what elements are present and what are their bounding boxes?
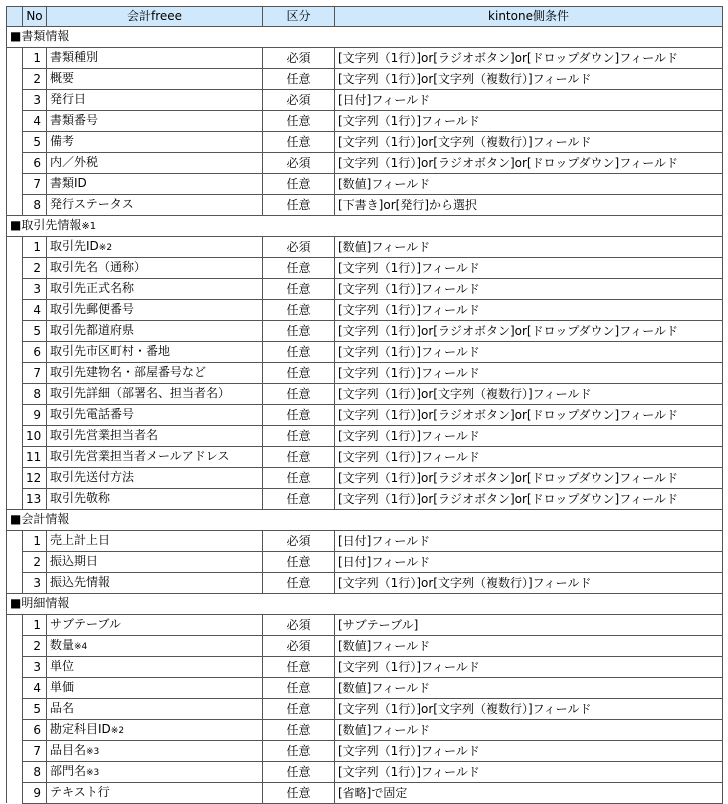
row-kubun: 任意: [263, 425, 335, 446]
table-row: [7, 656, 723, 677]
row-freee-item: [47, 89, 263, 110]
row-freee-item: [47, 656, 263, 677]
row-no: 9: [23, 782, 47, 803]
row-freee-name: 備考: [50, 133, 75, 148]
row-kubun: 任意: [263, 446, 335, 467]
row-no: 12: [23, 467, 47, 488]
table-row: [7, 278, 723, 299]
row-freee-item: [47, 404, 263, 425]
row-no: 1: [23, 530, 47, 551]
row-no: 5: [23, 698, 47, 719]
row-freee-item: [47, 341, 263, 362]
row-freee-item: [47, 299, 263, 320]
row-freee-item: [47, 320, 263, 341]
table-row: [7, 383, 723, 404]
row-kubun: 任意: [263, 110, 335, 131]
row-freee-item: [47, 68, 263, 89]
table-row: [7, 635, 723, 656]
table-row: [7, 740, 723, 761]
table-row: [7, 236, 723, 257]
row-freee-item: [47, 677, 263, 698]
row-no: 2: [23, 68, 47, 89]
row-freee-name: 取引先建物名・部屋番号など: [50, 364, 207, 379]
row-kubun: 必須: [263, 89, 335, 110]
row-no: 2: [23, 257, 47, 278]
row-freee-name: 品目名: [50, 742, 87, 757]
row-no: 3: [23, 572, 47, 593]
field-mapping-table: [6, 6, 723, 804]
row-freee-item: [47, 362, 263, 383]
row-freee-name: 振込先情報: [50, 574, 111, 589]
row-kubun: 必須: [263, 530, 335, 551]
row-freee-name: 取引先営業担当者名: [50, 427, 159, 442]
row-kintone-condition: [文字列（1行）]フィールド: [335, 278, 723, 299]
row-no: 5: [23, 131, 47, 152]
row-no: 1: [23, 47, 47, 68]
indent-cell: [7, 551, 23, 572]
row-freee-item: [47, 740, 263, 761]
row-freee-name: 内／外税: [50, 154, 99, 169]
section-row: [7, 593, 723, 614]
row-kubun: 任意: [263, 194, 335, 215]
table-row: [7, 425, 723, 446]
row-no: 6: [23, 341, 47, 362]
indent-cell: [7, 530, 23, 551]
row-kubun: 任意: [263, 404, 335, 425]
row-kintone-condition: [文字列（1行）]or[文字列（複数行）]フィールド: [335, 572, 723, 593]
row-freee-name: 取引先名（通称）: [50, 259, 147, 274]
row-freee-name: サブテーブル: [50, 616, 121, 631]
row-freee-item: [47, 698, 263, 719]
indent-cell: [7, 110, 23, 131]
row-kintone-condition: [文字列（1行）]or[ラジオボタン]or[ドロップダウン]フィールド: [335, 152, 723, 173]
row-freee-name: 単価: [50, 679, 75, 694]
row-kintone-condition: [文字列（1行）]フィールド: [335, 425, 723, 446]
row-freee-name: 書類ID: [50, 175, 87, 190]
indent-cell: [7, 236, 23, 257]
row-kubun: 任意: [263, 320, 335, 341]
row-kubun: 必須: [263, 152, 335, 173]
row-kintone-condition: [文字列（1行）]フィールド: [335, 362, 723, 383]
header-kintone: kintone側条件: [335, 7, 723, 27]
indent-cell: [7, 257, 23, 278]
row-kubun: 任意: [263, 656, 335, 677]
indent-cell: [7, 782, 23, 803]
header-freee: 会計freee: [47, 7, 263, 27]
indent-cell: [7, 614, 23, 635]
row-freee-item: [47, 551, 263, 572]
row-no: 7: [23, 362, 47, 383]
row-kintone-condition: [数値]フィールド: [335, 719, 723, 740]
row-freee-name: 売上計上日: [50, 532, 111, 547]
row-freee-name: 取引先郵便番号: [50, 301, 135, 316]
row-no: 6: [23, 152, 47, 173]
section-title-text: 明細情報: [21, 595, 70, 610]
row-no: 2: [23, 635, 47, 656]
row-kubun: 任意: [263, 68, 335, 89]
row-freee-name: 取引先敬称: [50, 490, 111, 505]
row-kintone-condition: [日付]フィールド: [335, 551, 723, 572]
row-kintone-condition: [数値]フィールド: [335, 173, 723, 194]
row-freee-name: 発行ステータス: [50, 196, 134, 211]
row-kintone-condition: [文字列（1行）]フィールド: [335, 446, 723, 467]
table-row: [7, 782, 723, 803]
indent-cell: [7, 89, 23, 110]
table-row: [7, 110, 723, 131]
row-no: 3: [23, 656, 47, 677]
row-freee-name: 取引先市区町村・番地: [50, 343, 171, 358]
row-freee-item: [47, 530, 263, 551]
row-no: 7: [23, 740, 47, 761]
row-freee-name: 取引先詳細（部署名、担当者名）: [50, 385, 231, 400]
row-no: 4: [23, 677, 47, 698]
row-kintone-condition: [日付]フィールド: [335, 530, 723, 551]
row-kubun: 任意: [263, 782, 335, 803]
row-no: 1: [23, 236, 47, 257]
row-kubun: 任意: [263, 362, 335, 383]
section-note: ※1: [81, 220, 97, 232]
row-kintone-condition: [文字列（1行）]or[ラジオボタン]or[ドロップダウン]フィールド: [335, 488, 723, 509]
row-freee-item: [47, 761, 263, 782]
row-freee-item: [47, 236, 263, 257]
row-kintone-condition: [文字列（1行）]or[文字列（複数行）]フィールド: [335, 698, 723, 719]
section-title: ■会計情報: [7, 509, 723, 530]
row-freee-item: [47, 110, 263, 131]
section-row: [7, 215, 723, 236]
row-freee-name: 書類種別: [50, 49, 99, 64]
row-freee-name: 勘定科目ID: [50, 721, 111, 736]
indent-cell: [7, 719, 23, 740]
row-kintone-condition: [文字列（1行）]or[文字列（複数行）]フィールド: [335, 383, 723, 404]
row-kubun: 任意: [263, 698, 335, 719]
row-kubun: 任意: [263, 551, 335, 572]
row-no: 4: [23, 110, 47, 131]
row-kintone-condition: [文字列（1行）]フィールド: [335, 110, 723, 131]
indent-cell: [7, 698, 23, 719]
table-row: [7, 551, 723, 572]
row-freee-item: [47, 194, 263, 215]
row-kubun: 任意: [263, 761, 335, 782]
table-header-row: [7, 7, 723, 27]
row-freee-name: 取引先電話番号: [50, 406, 135, 421]
row-no: 10: [23, 425, 47, 446]
row-freee-item: [47, 614, 263, 635]
indent-cell: [7, 467, 23, 488]
row-kubun: 任意: [263, 467, 335, 488]
indent-cell: [7, 656, 23, 677]
row-kubun: 任意: [263, 257, 335, 278]
table-row: [7, 362, 723, 383]
row-kubun: 任意: [263, 131, 335, 152]
indent-cell: [7, 383, 23, 404]
row-kintone-condition: [下書き]or[発行]から選択: [335, 194, 723, 215]
indent-cell: [7, 173, 23, 194]
row-freee-name: 発行日: [50, 91, 87, 106]
table-row: [7, 89, 723, 110]
row-kubun: 任意: [263, 677, 335, 698]
indent-cell: [7, 47, 23, 68]
section-row: [7, 509, 723, 530]
indent-cell: [7, 320, 23, 341]
table-row: [7, 152, 723, 173]
row-kintone-condition: [省略]で固定: [335, 782, 723, 803]
row-kintone-condition: [文字列（1行）]or[ラジオボタン]or[ドロップダウン]フィールド: [335, 404, 723, 425]
table-row: [7, 761, 723, 782]
row-no: 6: [23, 719, 47, 740]
table-row: [7, 446, 723, 467]
indent-cell: [7, 572, 23, 593]
table-row: [7, 530, 723, 551]
indent-cell: [7, 362, 23, 383]
row-no: 8: [23, 194, 47, 215]
row-note: ※2: [98, 242, 113, 253]
row-freee-name: 取引先営業担当者メールアドレス: [50, 448, 230, 463]
row-freee-item: [47, 782, 263, 803]
table-row: [7, 320, 723, 341]
table-body: [7, 26, 723, 803]
indent-cell: [7, 152, 23, 173]
row-note: ※3: [86, 746, 100, 757]
row-no: 13: [23, 488, 47, 509]
row-no: 3: [23, 89, 47, 110]
row-freee-item: [47, 257, 263, 278]
row-kubun: 任意: [263, 572, 335, 593]
indent-cell: [7, 404, 23, 425]
indent-cell: [7, 425, 23, 446]
row-kintone-condition: [日付]フィールド: [335, 89, 723, 110]
row-kubun: 必須: [263, 47, 335, 68]
row-freee-item: [47, 425, 263, 446]
row-kintone-condition: [サブテーブル]: [335, 614, 723, 635]
row-freee-item: [47, 152, 263, 173]
header-kubun: 区分: [263, 7, 335, 27]
row-freee-item: [47, 383, 263, 404]
row-kintone-condition: [文字列（1行）]or[文字列（複数行）]フィールド: [335, 131, 723, 152]
table-row: [7, 614, 723, 635]
row-freee-item: [47, 278, 263, 299]
row-kintone-condition: [文字列（1行）]or[ラジオボタン]or[ドロップダウン]フィールド: [335, 467, 723, 488]
indent-cell: [7, 635, 23, 656]
table-row: [7, 47, 723, 68]
row-freee-name: 品名: [50, 700, 75, 715]
indent-cell: [7, 68, 23, 89]
indent-cell: [7, 761, 23, 782]
row-kintone-condition: [文字列（1行）]フィールド: [335, 299, 723, 320]
section-title-text: 会計情報: [21, 511, 70, 526]
row-freee-item: [47, 173, 263, 194]
indent-cell: [7, 131, 23, 152]
table-row: [7, 572, 723, 593]
section-title-text: 書類情報: [21, 28, 70, 43]
row-no: 7: [23, 173, 47, 194]
row-kintone-condition: [数値]フィールド: [335, 236, 723, 257]
row-freee-name: 書類番号: [50, 112, 99, 127]
table-row: [7, 194, 723, 215]
section-title: ■明細情報: [7, 593, 723, 614]
row-freee-name: 取引先正式名称: [50, 280, 135, 295]
row-no: 8: [23, 383, 47, 404]
row-kintone-condition: [文字列（1行）]or[文字列（複数行）]フィールド: [335, 68, 723, 89]
section-title: ■書類情報: [7, 26, 723, 47]
row-freee-name: 取引先ID: [50, 238, 99, 253]
row-freee-item: [47, 131, 263, 152]
row-freee-name: 部門名: [50, 763, 87, 778]
row-kubun: 任意: [263, 299, 335, 320]
row-no: 1: [23, 614, 47, 635]
row-note: ※2: [110, 725, 125, 736]
row-kubun: 任意: [263, 278, 335, 299]
table-row: [7, 677, 723, 698]
header-blank: [7, 7, 23, 27]
indent-cell: [7, 194, 23, 215]
row-kubun: 必須: [263, 635, 335, 656]
row-no: 3: [23, 278, 47, 299]
table-row: [7, 341, 723, 362]
row-freee-item: [47, 572, 263, 593]
table-row: [7, 68, 723, 89]
table-row: [7, 698, 723, 719]
row-kubun: 任意: [263, 719, 335, 740]
row-freee-name: 数量: [50, 637, 75, 652]
indent-cell: [7, 740, 23, 761]
row-kintone-condition: [文字列（1行）]フィールド: [335, 761, 723, 782]
row-freee-item: [47, 47, 263, 68]
table-row: [7, 299, 723, 320]
row-note: ※4: [74, 641, 88, 652]
row-kintone-condition: [文字列（1行）]フィールド: [335, 656, 723, 677]
row-no: 8: [23, 761, 47, 782]
row-no: 5: [23, 320, 47, 341]
row-freee-item: [47, 467, 263, 488]
row-kintone-condition: [数値]フィールド: [335, 677, 723, 698]
row-kintone-condition: [文字列（1行）]フィールド: [335, 740, 723, 761]
header-no: No: [23, 7, 47, 27]
row-freee-name: 取引先都道府県: [50, 322, 135, 337]
row-no: 2: [23, 551, 47, 572]
row-kintone-condition: [文字列（1行）]or[ラジオボタン]or[ドロップダウン]フィールド: [335, 320, 723, 341]
row-freee-name: テキスト行: [50, 784, 110, 799]
row-note: ※3: [86, 767, 100, 778]
row-kubun: 任意: [263, 341, 335, 362]
indent-cell: [7, 488, 23, 509]
row-kintone-condition: [数値]フィールド: [335, 635, 723, 656]
section-title-text: 取引先情報: [21, 217, 82, 232]
table-row: [7, 467, 723, 488]
row-kintone-condition: [文字列（1行）]フィールド: [335, 341, 723, 362]
indent-cell: [7, 341, 23, 362]
section-title: ■取引先情報※1: [7, 215, 723, 236]
table-row: [7, 404, 723, 425]
row-no: 9: [23, 404, 47, 425]
indent-cell: [7, 278, 23, 299]
row-kubun: 任意: [263, 488, 335, 509]
table-row: [7, 173, 723, 194]
indent-cell: [7, 299, 23, 320]
row-kubun: 任意: [263, 383, 335, 404]
row-freee-name: 単位: [50, 658, 75, 673]
row-no: 11: [23, 446, 47, 467]
row-kubun: 任意: [263, 740, 335, 761]
indent-cell: [7, 446, 23, 467]
row-kubun: 必須: [263, 614, 335, 635]
row-freee-name: 振込期日: [50, 553, 99, 568]
section-row: [7, 26, 723, 47]
row-kubun: 必須: [263, 236, 335, 257]
row-freee-item: [47, 446, 263, 467]
row-freee-item: [47, 635, 263, 656]
table-row: [7, 131, 723, 152]
table-row: [7, 257, 723, 278]
row-kubun: 任意: [263, 173, 335, 194]
row-freee-name: 概要: [50, 70, 75, 85]
row-freee-item: [47, 719, 263, 740]
row-kintone-condition: [文字列（1行）]フィールド: [335, 257, 723, 278]
row-no: 4: [23, 299, 47, 320]
table-row: [7, 719, 723, 740]
indent-cell: [7, 677, 23, 698]
table-row: [7, 488, 723, 509]
row-freee-item: [47, 488, 263, 509]
row-freee-name: 取引先送付方法: [50, 469, 135, 484]
row-kintone-condition: [文字列（1行）]or[ラジオボタン]or[ドロップダウン]フィールド: [335, 47, 723, 68]
